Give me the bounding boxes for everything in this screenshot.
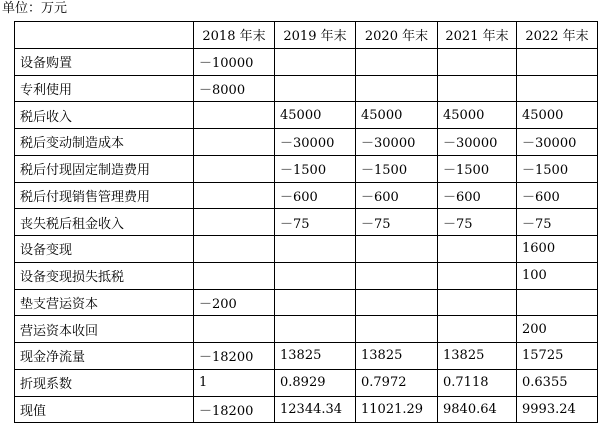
table-cell: 1600 <box>517 236 598 263</box>
table-row <box>15 236 598 263</box>
table-row <box>15 369 598 396</box>
table-cell <box>356 262 438 289</box>
table-cell: －30000 <box>438 129 517 156</box>
table-cell: －30000 <box>517 129 598 156</box>
table-row <box>15 396 598 423</box>
table-cell: 13825 <box>275 343 356 370</box>
table-cell: 45000 <box>438 102 517 129</box>
table-cell <box>275 48 356 75</box>
row-label: 税后付现销售管理费用 <box>15 182 194 209</box>
table-cell <box>356 236 438 263</box>
table-cell: －75 <box>438 209 517 236</box>
table-cell <box>517 289 598 316</box>
header-cell-2021: 2021 年末 <box>438 22 517 49</box>
table-row <box>15 48 598 75</box>
table-cell: －75 <box>356 209 438 236</box>
table-cell: 45000 <box>356 102 438 129</box>
header-cell-2020: 2020 年末 <box>356 22 438 49</box>
table-cell <box>438 316 517 343</box>
table-cell <box>194 262 275 289</box>
table-row <box>15 102 598 129</box>
table-cell: 11021.29 <box>356 396 438 423</box>
table-cell: －75 <box>275 209 356 236</box>
table-cell: －600 <box>438 182 517 209</box>
table-cell <box>194 236 275 263</box>
table-cell: －600 <box>517 182 598 209</box>
row-label: 现金净流量 <box>15 343 194 370</box>
table-cell: －18200 <box>194 343 275 370</box>
table-cell <box>275 75 356 102</box>
table-cell <box>275 316 356 343</box>
table-cell: 13825 <box>438 343 517 370</box>
header-cell-2018: 2018 年末 <box>194 22 275 49</box>
unit-label: 单位：万元 <box>2 1 68 16</box>
table-cell: －1500 <box>356 155 438 182</box>
table-cell <box>194 182 275 209</box>
row-label: 丧失税后租金收入 <box>15 209 194 236</box>
row-label: 现值 <box>15 396 194 423</box>
table-row <box>15 209 598 236</box>
table-cell: 12344.34 <box>275 396 356 423</box>
table-cell: －600 <box>275 182 356 209</box>
row-label: 税后变动制造成本 <box>15 129 194 156</box>
table-cell: －10000 <box>194 48 275 75</box>
table-cell: －1500 <box>275 155 356 182</box>
table-cell: 15725 <box>517 343 598 370</box>
table-row <box>15 75 598 102</box>
table-cell <box>438 289 517 316</box>
table-cell: 0.7972 <box>356 369 438 396</box>
table-cell: －18200 <box>194 396 275 423</box>
table-cell <box>438 48 517 75</box>
cash-flow-table <box>14 21 598 423</box>
table-cell: －30000 <box>356 129 438 156</box>
table-cell: －8000 <box>194 75 275 102</box>
table-row <box>15 262 598 289</box>
row-label: 税后收入 <box>15 102 194 129</box>
table-cell <box>438 236 517 263</box>
table-cell: 200 <box>517 316 598 343</box>
header-cell-2022: 2022 年末 <box>517 22 598 49</box>
table-cell: －1500 <box>438 155 517 182</box>
table-cell: 0.6355 <box>517 369 598 396</box>
table-row <box>15 343 598 370</box>
table-cell <box>275 262 356 289</box>
table-cell: －1500 <box>517 155 598 182</box>
row-label: 垫支营运资本 <box>15 289 194 316</box>
table-cell <box>517 48 598 75</box>
table-cell <box>275 289 356 316</box>
table-cell <box>517 75 598 102</box>
table-cell: 13825 <box>356 343 438 370</box>
table-cell: 45000 <box>517 102 598 129</box>
table-row <box>15 129 598 156</box>
table-cell: －600 <box>356 182 438 209</box>
row-label: 营运资本收回 <box>15 316 194 343</box>
table-cell: －30000 <box>275 129 356 156</box>
table-cell: 1 <box>194 369 275 396</box>
row-label: 设备变现损失抵税 <box>15 262 194 289</box>
header-cell-2019: 2019 年末 <box>275 22 356 49</box>
table-cell <box>438 262 517 289</box>
table-cell <box>356 75 438 102</box>
table-cell: 9993.24 <box>517 396 598 423</box>
table-cell: 0.7118 <box>438 369 517 396</box>
row-label: 折现系数 <box>15 369 194 396</box>
table-row <box>15 289 598 316</box>
table-cell: －75 <box>517 209 598 236</box>
table-cell: 0.8929 <box>275 369 356 396</box>
table-row <box>15 316 598 343</box>
header-row <box>15 22 598 49</box>
table-cell <box>356 48 438 75</box>
table-cell <box>194 316 275 343</box>
table-cell <box>194 102 275 129</box>
table-cell <box>356 289 438 316</box>
table-cell <box>194 155 275 182</box>
row-label: 设备购置 <box>15 48 194 75</box>
table-cell: －200 <box>194 289 275 316</box>
table-cell <box>275 236 356 263</box>
table-cell <box>438 75 517 102</box>
row-label: 专利使用 <box>15 75 194 102</box>
table-cell: 45000 <box>275 102 356 129</box>
table-row <box>15 155 598 182</box>
table-cell <box>194 129 275 156</box>
table-cell: 100 <box>517 262 598 289</box>
table-row <box>15 182 598 209</box>
table-cell: 9840.64 <box>438 396 517 423</box>
table-cell <box>356 316 438 343</box>
row-label: 税后付现固定制造费用 <box>15 155 194 182</box>
header-cell-label <box>15 22 194 49</box>
table-cell <box>194 209 275 236</box>
row-label: 设备变现 <box>15 236 194 263</box>
